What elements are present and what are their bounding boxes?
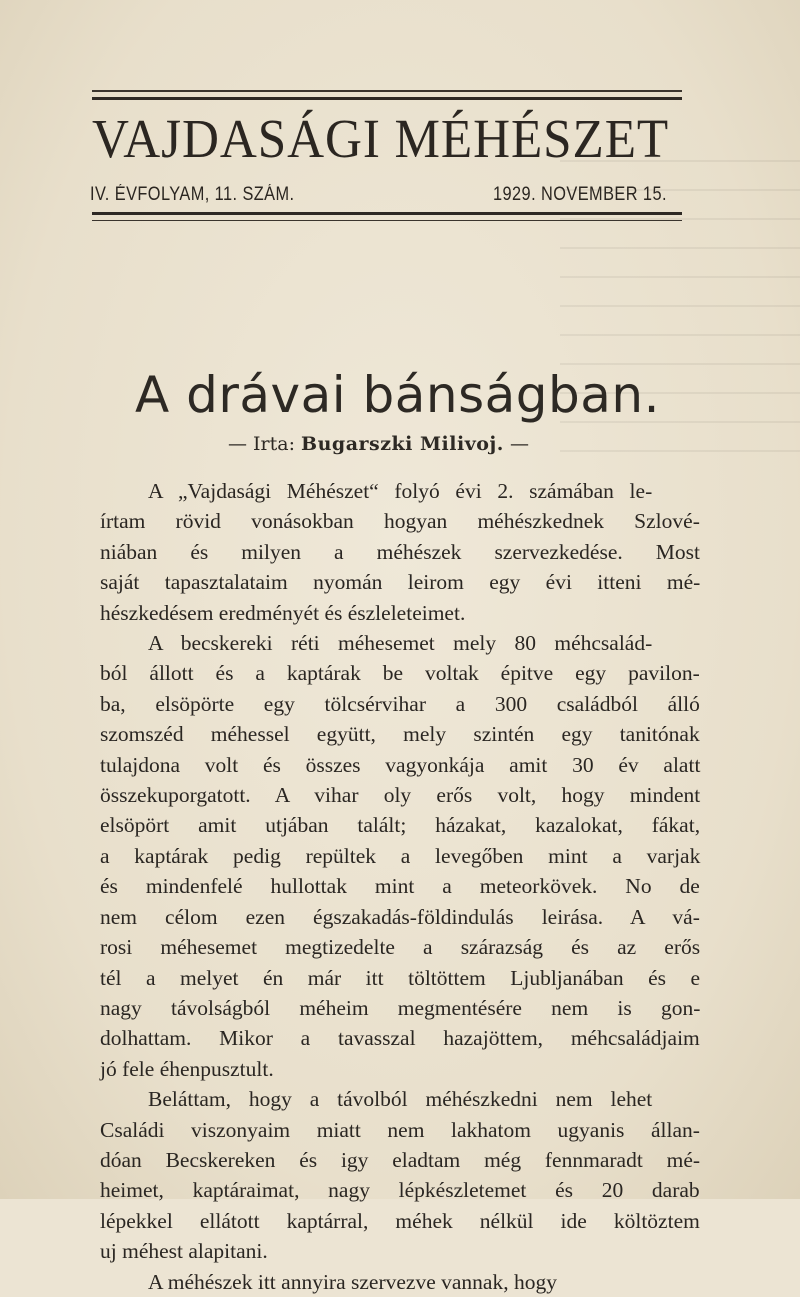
article-line: heimet, kaptáraimat, nagy lépkészletemet és 20 darab (100, 1178, 700, 1203)
article-line: lépekkel ellátott kaptárral, méhek nélkül ide költöztem (100, 1208, 700, 1233)
article-line: dóan Becskereken és igy eladtam még fennmaradt mé- (100, 1147, 701, 1172)
article-line: a kaptárak pedig repültek a levegőben mint a varjak (100, 843, 701, 868)
issue-date: 1929. NOVEMBER 15. (493, 184, 667, 205)
article-line: saját tapasztalataim nyomán leirom egy évi itteni mé- (100, 570, 701, 595)
article-line: A méhészek itt annyira szervezve vannak, hogy (148, 1269, 557, 1294)
article-title: A drávai bánságban. (135, 366, 661, 424)
masthead-rule-bottom-thick (92, 212, 682, 215)
article-line: Családi viszonyaim miatt nem lakhatom ugyanis állan- (100, 1117, 700, 1142)
article-line: niában és milyen a méhészek szervezkedése. Most (100, 539, 701, 564)
article-line: nem célom ezen égszakadás-földindulás leirása. A vá- (100, 904, 700, 929)
byline (228, 433, 529, 455)
article-line: ba, elsöpörte egy tölcsérvihar a 300 családból álló (100, 691, 700, 716)
article-line: nagy távolságból méheim megmentésére nem is gon- (100, 995, 701, 1020)
article-line: Beláttam, hogy a távolból méhészkedni nem lehet (148, 1087, 653, 1112)
article-line: szomszéd méhessel együtt, mely szintén egy tanitónak (100, 722, 700, 747)
masthead-rule-top-thick (92, 97, 682, 100)
article-line: írtam rövid vonásokban hogyan méhészkednek Szlové- (100, 509, 700, 534)
article-line: ból állott és a kaptárak be voltak épitve egy pavilon- (100, 661, 700, 686)
article-line: dolhattam. Mikor a tavasszal hazajöttem, méhcsaládjaim (100, 1026, 700, 1051)
byline-prefix: — Irta: (228, 433, 295, 455)
article-line: összekuporgatott. A vihar oly erős volt, hogy mindent (100, 783, 701, 808)
article-line: és mindenfelé hullottak mint a meteorkövek. No de (100, 874, 700, 899)
issue-number: IV. ÉVFOLYAM, 11. SZÁM. (90, 184, 295, 205)
article-line: jó fele éhenpusztult. (100, 1056, 274, 1081)
masthead-rule-bottom-thin (92, 220, 682, 221)
article-body (100, 476, 700, 1297)
article-line: tulajdona volt és összes vagyonkája amit 30 év alatt (100, 752, 701, 777)
article-line: rosi méhesemet megtizedelte a szárazság és az erős (100, 935, 701, 960)
masthead-title: VAJDASÁGI MÉHÉSZET (92, 108, 670, 169)
article-line: tél a melyet én már itt töltöttem Ljubljanában és e (100, 965, 701, 990)
masthead-rule-top-thin (92, 90, 682, 92)
byline-author: Bugarszki Milivoj. (301, 433, 504, 455)
article-line: A „Vajdasági Méhészet“ folyó évi 2. számában le- (148, 479, 653, 503)
article-line: hészkedésem eredményét és észleleteimet. (100, 600, 466, 625)
byline-suffix: — (509, 433, 529, 455)
article-line: uj méhest alapitani. (100, 1239, 268, 1264)
article-line: elsöpört amit utjában talált; házakat, kazalokat, fákat, (100, 813, 701, 838)
article-line: A becskereki réti méhesemet mely 80 méhcsalád- (148, 631, 653, 656)
